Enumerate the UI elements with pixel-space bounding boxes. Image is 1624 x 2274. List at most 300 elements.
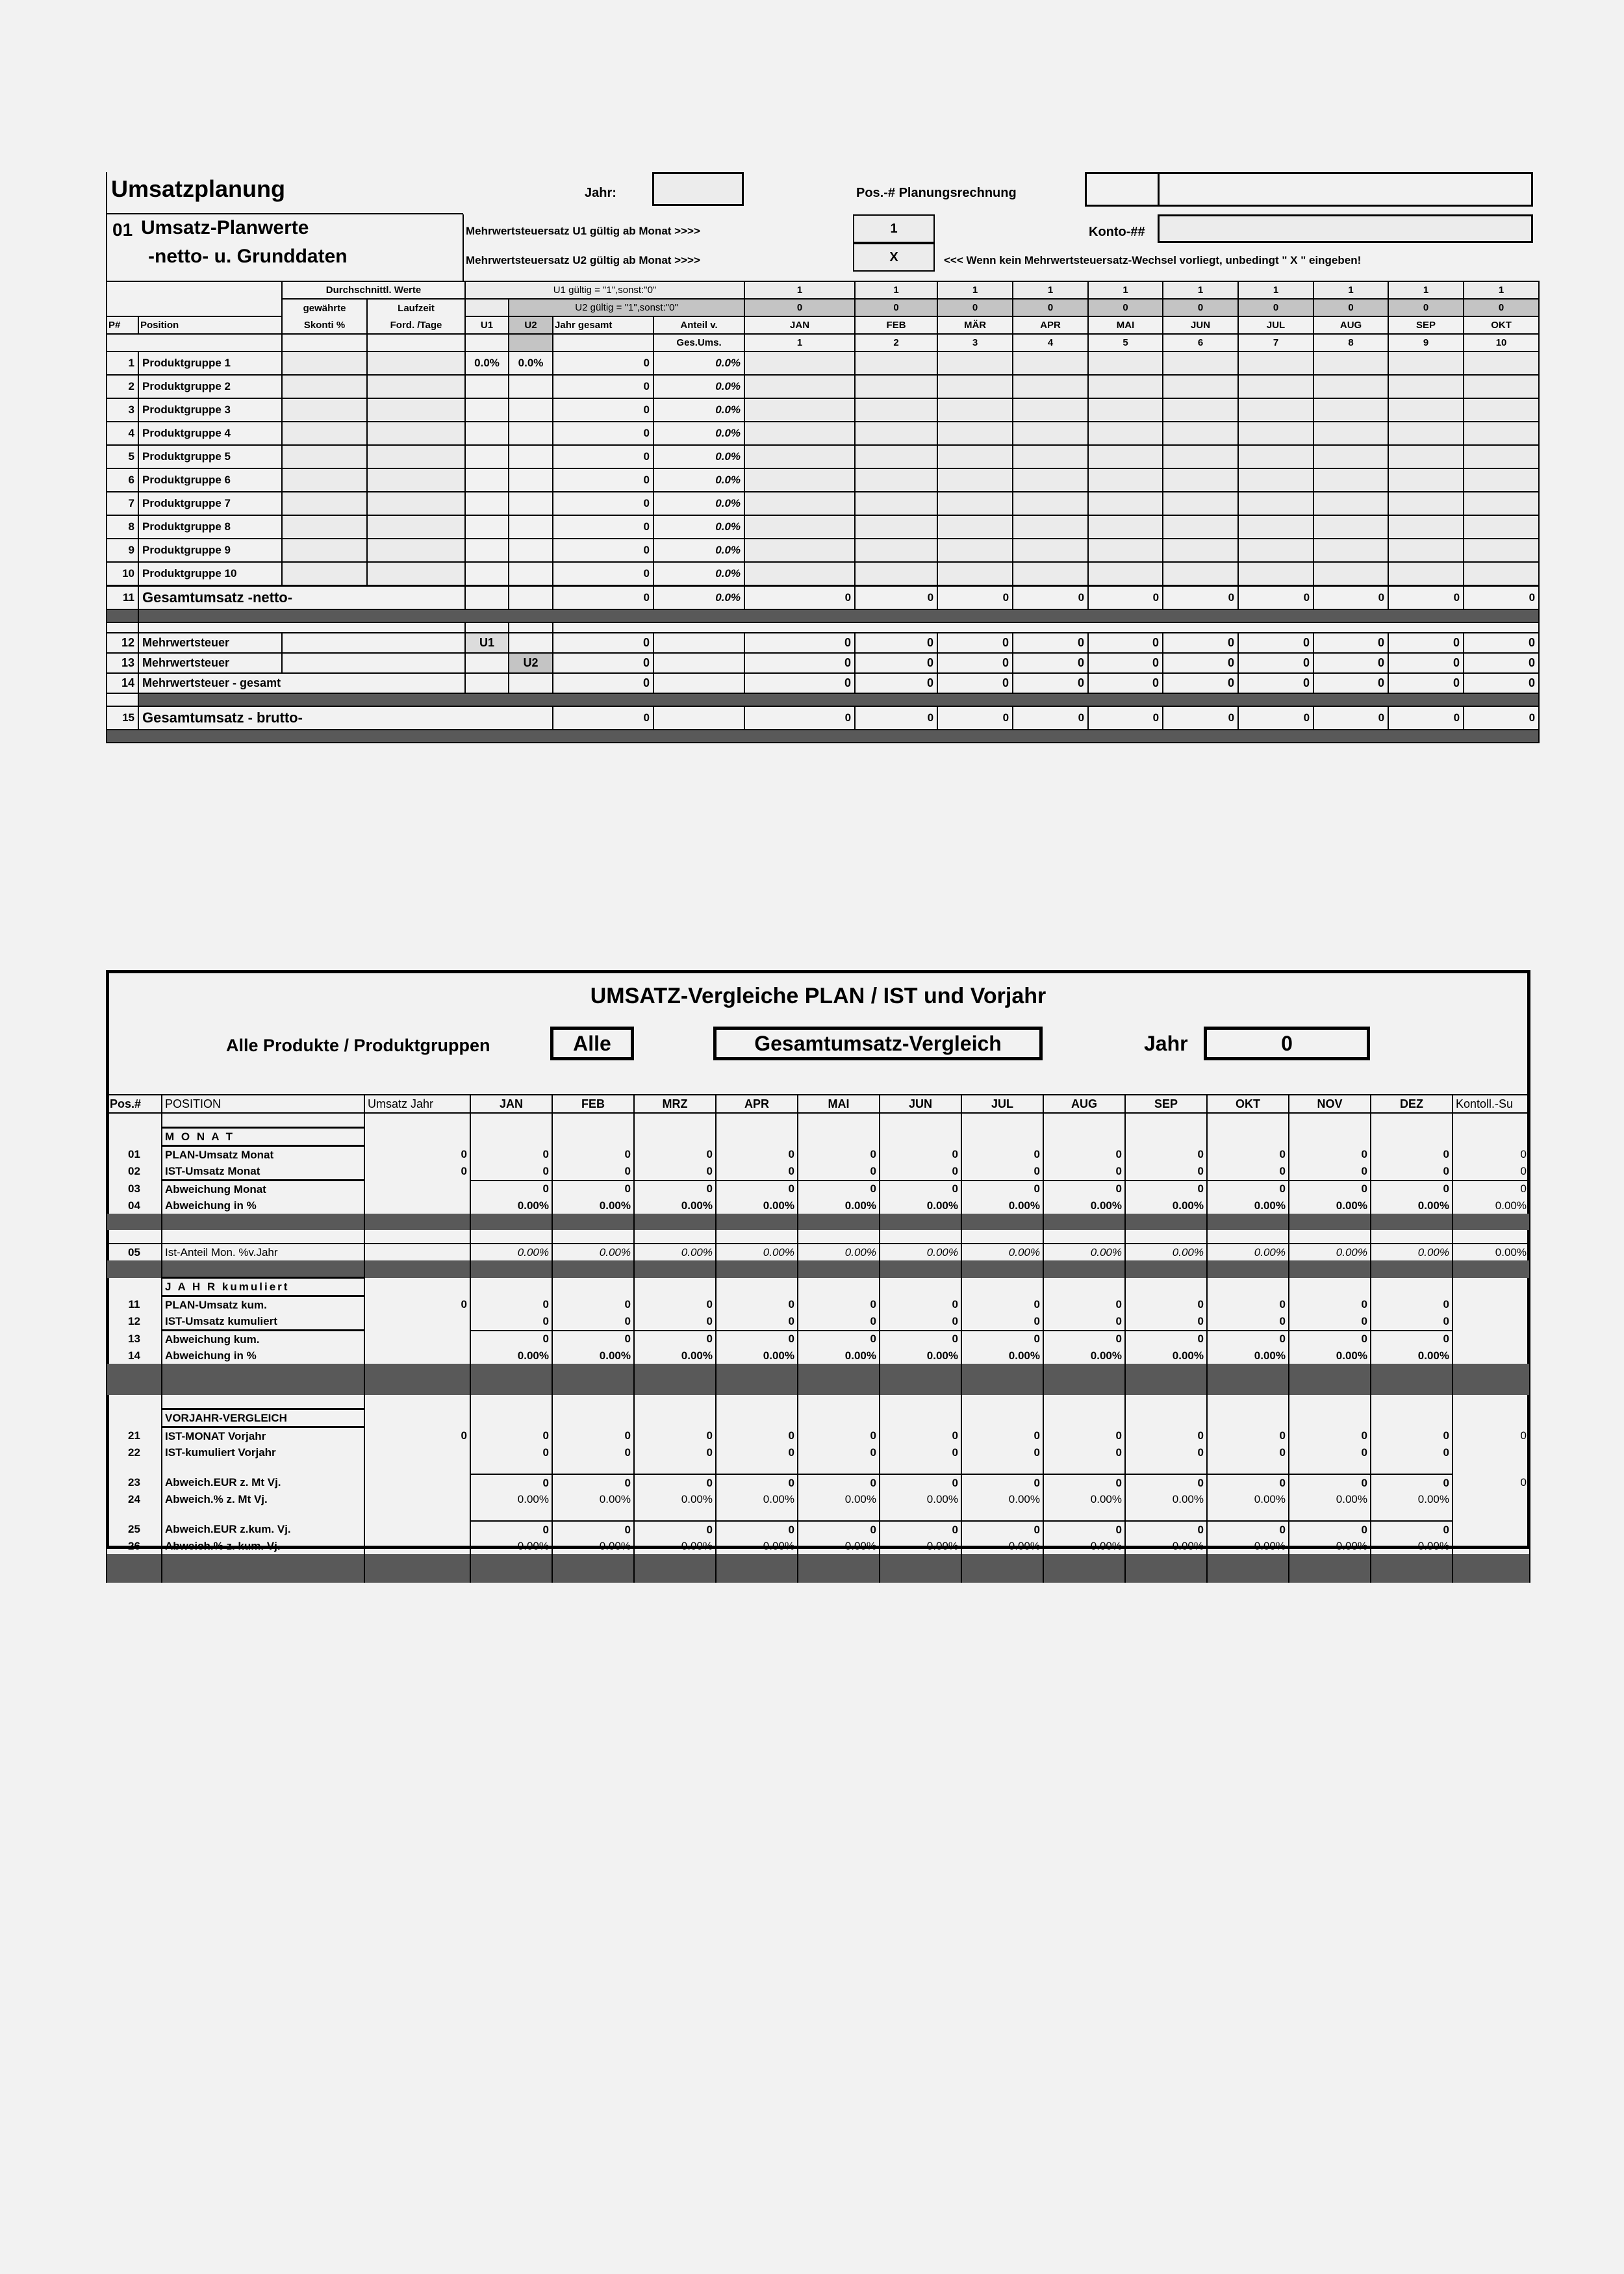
laufzeit-cell[interactable] bbox=[367, 562, 465, 586]
table-cell: 0 bbox=[634, 1313, 716, 1331]
month-header: OKT bbox=[1207, 1095, 1289, 1113]
divider-row bbox=[107, 730, 1539, 743]
table-cell: 0.00% bbox=[880, 1197, 961, 1214]
skonti-cell[interactable] bbox=[282, 375, 367, 398]
table-cell: 0 bbox=[1125, 1181, 1207, 1198]
table-cell: 0.00% bbox=[1207, 1197, 1289, 1214]
table-cell: 0 bbox=[634, 1427, 716, 1445]
table-cell: 0 bbox=[1043, 1331, 1125, 1348]
month-number: 3 bbox=[937, 334, 1013, 351]
table-cell: 0 bbox=[1043, 1146, 1125, 1164]
table-cell: 0 bbox=[1043, 1444, 1125, 1461]
header-row-4 bbox=[107, 334, 1539, 351]
table-cell: 12 bbox=[107, 1313, 162, 1331]
u2-gueltig-header: U2 gültig = "1",sonst:"0" bbox=[509, 299, 744, 316]
position-header: POSITION bbox=[162, 1095, 364, 1113]
jahr-gesamt: 0 bbox=[553, 586, 653, 610]
row-number: 1 bbox=[107, 351, 138, 375]
table-cell: 0 bbox=[1043, 1427, 1125, 1445]
product-name: Produktgruppe 9 bbox=[138, 539, 282, 562]
table-cell: 0 bbox=[716, 1427, 798, 1445]
sheet1-title: Umsatzplanung bbox=[111, 175, 286, 202]
table-cell: 0 bbox=[634, 1163, 716, 1181]
jahr-gesamt: 0 bbox=[553, 492, 653, 515]
table-cell: 0.00% bbox=[1289, 1538, 1371, 1554]
table-cell: 0 bbox=[552, 1163, 634, 1181]
table-cell: 0 bbox=[798, 1313, 880, 1331]
u2-rate[interactable] bbox=[509, 562, 553, 586]
month-value: 0 bbox=[1163, 706, 1238, 730]
table-cell: 0.00% bbox=[1043, 1197, 1125, 1214]
month-value: 0 bbox=[937, 653, 1013, 673]
pos-input[interactable] bbox=[1085, 172, 1160, 207]
table-cell: 0 bbox=[798, 1521, 880, 1538]
month-header: OKT bbox=[1464, 316, 1539, 334]
table-cell: 0 bbox=[880, 1331, 961, 1348]
u2-flag[interactable]: 0 bbox=[937, 299, 1013, 316]
month-header: FEB bbox=[855, 316, 937, 334]
table-cell: 0 bbox=[1453, 1474, 1530, 1491]
jahr-gesamt: 0 bbox=[553, 468, 653, 492]
month-number: 2 bbox=[855, 334, 937, 351]
table-cell: 0 bbox=[1043, 1313, 1125, 1331]
table-cell: 0 bbox=[1125, 1163, 1207, 1181]
table-cell: Abweichung in % bbox=[162, 1348, 364, 1364]
jahr-input[interactable] bbox=[652, 172, 744, 206]
month-header: NOV bbox=[1289, 1095, 1371, 1113]
month-value: 0 bbox=[937, 586, 1013, 610]
table-cell: 21 bbox=[107, 1427, 162, 1445]
table-row bbox=[107, 422, 1539, 445]
table-cell: 0.00% bbox=[1125, 1348, 1207, 1364]
skonti-cell[interactable] bbox=[282, 515, 367, 539]
table-cell: 0 bbox=[634, 1296, 716, 1314]
table-row bbox=[107, 562, 1539, 586]
row-number: 8 bbox=[107, 515, 138, 539]
table-cell: 0 bbox=[470, 1296, 552, 1314]
anteil: 0.0% bbox=[653, 351, 744, 375]
skonti-cell[interactable] bbox=[282, 539, 367, 562]
table-cell: 0 bbox=[1043, 1181, 1125, 1198]
mwst-u1-input[interactable]: 1 bbox=[853, 214, 935, 243]
u2-rate[interactable] bbox=[509, 375, 553, 398]
laufzeit-cell[interactable] bbox=[367, 468, 465, 492]
u2-rate[interactable] bbox=[509, 539, 553, 562]
pos-label: Pos.-# Planungsrechnung bbox=[856, 186, 1017, 200]
product-name: Produktgruppe 3 bbox=[138, 398, 282, 422]
table-cell: 0 bbox=[634, 1181, 716, 1198]
row-number: 3 bbox=[107, 398, 138, 422]
month-header: FEB bbox=[552, 1095, 634, 1113]
table-cell: 0.00% bbox=[961, 1538, 1043, 1554]
u2-flag[interactable]: 0 bbox=[1088, 299, 1163, 316]
total-netto-row bbox=[107, 586, 1539, 610]
u2-rate[interactable]: 0.0% bbox=[509, 351, 553, 375]
table-cell: 0 bbox=[470, 1521, 552, 1538]
u1-flag[interactable]: 1 bbox=[1464, 281, 1539, 299]
u1-rate[interactable] bbox=[465, 422, 509, 445]
month-header: JUN bbox=[880, 1095, 961, 1113]
table-cell: 0 bbox=[634, 1474, 716, 1491]
u1-rate[interactable] bbox=[465, 398, 509, 422]
u1-rate[interactable] bbox=[465, 539, 509, 562]
mwst-u2-input[interactable]: X bbox=[853, 243, 935, 272]
skonti-cell[interactable] bbox=[282, 562, 367, 586]
u1-flag[interactable]: 1 bbox=[1388, 281, 1464, 299]
table-row bbox=[107, 1521, 1530, 1538]
table-cell: 0 bbox=[552, 1146, 634, 1164]
month-value: 0 bbox=[1313, 633, 1388, 653]
table-cell: 04 bbox=[107, 1197, 162, 1214]
mwst-total-row bbox=[107, 673, 1539, 693]
month-value: 0 bbox=[1238, 586, 1313, 610]
row-number: 9 bbox=[107, 539, 138, 562]
table-cell: 0 bbox=[1207, 1427, 1289, 1445]
table-row bbox=[107, 468, 1539, 492]
month-value: 0 bbox=[1163, 633, 1238, 653]
u1-header: U1 bbox=[465, 316, 509, 334]
anteil: 0.0% bbox=[653, 468, 744, 492]
table-cell: 0.00% bbox=[961, 1491, 1043, 1507]
month-value: 0 bbox=[937, 673, 1013, 693]
u1-flag[interactable]: 1 bbox=[937, 281, 1013, 299]
table-cell: 0.00% bbox=[634, 1244, 716, 1260]
month-value: 0 bbox=[1013, 586, 1088, 610]
skonti-cell[interactable] bbox=[282, 422, 367, 445]
skonti-cell[interactable] bbox=[282, 468, 367, 492]
table-cell: 0.00% bbox=[634, 1197, 716, 1214]
table-cell: 0.00% bbox=[1207, 1348, 1289, 1364]
u2-flag[interactable]: 0 bbox=[1313, 299, 1388, 316]
divider-row bbox=[107, 609, 1539, 622]
jahr-gesamt: 0 bbox=[553, 673, 653, 693]
table-cell: 0 bbox=[552, 1427, 634, 1445]
table-cell: 0 bbox=[470, 1331, 552, 1348]
vergleich-select[interactable]: Gesamtumsatz-Vergleich bbox=[713, 1027, 1043, 1060]
table-row bbox=[107, 445, 1539, 468]
table-cell: 0 bbox=[1043, 1296, 1125, 1314]
sheet2-jahr-value[interactable]: 0 bbox=[1204, 1027, 1370, 1060]
table-cell: 0.00% bbox=[1453, 1197, 1530, 1214]
u2-header: U2 bbox=[509, 316, 553, 334]
table-cell: 0.00% bbox=[552, 1244, 634, 1260]
month-value: 0 bbox=[1088, 706, 1163, 730]
table-cell: IST-kumuliert Vorjahr bbox=[162, 1444, 364, 1461]
vorjahr-section-label: VORJAHR-VERGLEICH bbox=[162, 1409, 364, 1427]
month-value: 0 bbox=[1464, 653, 1539, 673]
skonti-cell[interactable] bbox=[282, 445, 367, 468]
table-row bbox=[107, 492, 1539, 515]
u1-rate[interactable] bbox=[465, 375, 509, 398]
table-cell: 0.00% bbox=[552, 1348, 634, 1364]
u2-flag[interactable]: 0 bbox=[1238, 299, 1313, 316]
month-value: 0 bbox=[855, 586, 937, 610]
table-cell: 0 bbox=[716, 1163, 798, 1181]
laufzeit-cell[interactable] bbox=[367, 492, 465, 515]
table-cell: 0 bbox=[880, 1296, 961, 1314]
u1-rate[interactable] bbox=[465, 562, 509, 586]
u2-rate[interactable] bbox=[509, 422, 553, 445]
table-cell: 0 bbox=[1453, 1427, 1530, 1445]
u1-flag[interactable]: 1 bbox=[1013, 281, 1088, 299]
table-cell: 0.00% bbox=[1371, 1538, 1453, 1554]
month-header: MAI bbox=[1088, 316, 1163, 334]
table-row bbox=[107, 1181, 1530, 1198]
produktgruppe-select[interactable]: Alle bbox=[550, 1027, 634, 1060]
header-row-1 bbox=[107, 281, 1539, 299]
skonti-cell[interactable] bbox=[282, 398, 367, 422]
table-cell: 0.00% bbox=[716, 1491, 798, 1507]
u2-rate[interactable] bbox=[509, 445, 553, 468]
jahr-gesamt: 0 bbox=[553, 445, 653, 468]
jahr-gesamt: 0 bbox=[553, 422, 653, 445]
u1-rate[interactable] bbox=[465, 445, 509, 468]
table-cell: 0.00% bbox=[716, 1348, 798, 1364]
table-cell: Abweich.EUR z. Mt Vj. bbox=[162, 1474, 364, 1491]
month-value: 0 bbox=[1088, 653, 1163, 673]
vorjahr-section-row bbox=[107, 1409, 1530, 1427]
table-cell: 0 bbox=[798, 1474, 880, 1491]
product-name: Produktgruppe 1 bbox=[138, 351, 282, 375]
mwst-label: Mehrwertsteuer bbox=[138, 653, 282, 673]
ford-header: Ford. /Tage bbox=[367, 316, 465, 334]
table-cell: 0.00% bbox=[634, 1348, 716, 1364]
u1-flag[interactable]: 1 bbox=[1313, 281, 1388, 299]
table-row bbox=[107, 351, 1539, 375]
laufzeit-cell[interactable] bbox=[367, 351, 465, 375]
umsatz-vergleich-table bbox=[106, 1094, 1530, 1583]
jahr-gesamt: 0 bbox=[553, 515, 653, 539]
table-cell: 0 bbox=[1453, 1146, 1530, 1164]
table-cell: 0.00% bbox=[961, 1197, 1043, 1214]
u1-rate[interactable] bbox=[465, 492, 509, 515]
position-header: Position bbox=[138, 316, 282, 334]
table-cell: 0 bbox=[1207, 1296, 1289, 1314]
month-value: 0 bbox=[1388, 706, 1464, 730]
table-row bbox=[107, 1296, 1530, 1314]
table-cell: 05 bbox=[107, 1244, 162, 1260]
divider-row bbox=[107, 693, 1539, 706]
month-value: 0 bbox=[855, 633, 937, 653]
table-cell: 03 bbox=[107, 1181, 162, 1198]
table-cell: Abweichung kum. bbox=[162, 1331, 364, 1348]
table-cell: 0 bbox=[880, 1444, 961, 1461]
table-row bbox=[107, 1197, 1530, 1214]
divider-row bbox=[107, 1260, 1530, 1278]
u1-rate[interactable] bbox=[465, 468, 509, 492]
jahr-section-row bbox=[107, 1278, 1530, 1296]
table-cell: 0.00% bbox=[1289, 1244, 1371, 1260]
table-cell: 0 bbox=[1453, 1163, 1530, 1181]
anteil: 0.0% bbox=[653, 562, 744, 586]
jahr-gesamt: 0 bbox=[553, 653, 653, 673]
u1-flag[interactable]: 1 bbox=[744, 281, 855, 299]
anteil: 0.0% bbox=[653, 515, 744, 539]
table-cell: 0 bbox=[1207, 1521, 1289, 1538]
table-cell: 0 bbox=[1043, 1521, 1125, 1538]
laufzeit-cell[interactable] bbox=[367, 445, 465, 468]
u1-flag[interactable]: 1 bbox=[855, 281, 937, 299]
anteil-header: Anteil v. bbox=[653, 316, 744, 334]
table-cell: 0.00% bbox=[880, 1244, 961, 1260]
table-cell: 0 bbox=[1125, 1146, 1207, 1164]
alle-produkte-label: Alle Produkte / Produktgruppen bbox=[226, 1036, 490, 1055]
u2-rate[interactable] bbox=[509, 398, 553, 422]
laufzeit-cell[interactable] bbox=[367, 398, 465, 422]
table-cell: 0 bbox=[880, 1521, 961, 1538]
u1-rate[interactable]: 0.0% bbox=[465, 351, 509, 375]
u2-flag[interactable]: 0 bbox=[1464, 299, 1539, 316]
u2-flag[interactable]: 0 bbox=[855, 299, 937, 316]
table-cell: 0 bbox=[1043, 1474, 1125, 1491]
month-header: SEP bbox=[1388, 316, 1464, 334]
row-number: 12 bbox=[107, 633, 138, 653]
table-cell: 0 bbox=[364, 1296, 470, 1314]
skonti-cell[interactable] bbox=[282, 492, 367, 515]
table-cell: 0 bbox=[1371, 1146, 1453, 1164]
table-cell: Abweich.EUR z.kum. Vj. bbox=[162, 1521, 364, 1538]
laufzeit-cell[interactable] bbox=[367, 422, 465, 445]
table-cell: Abweich.% z. kum. Vj. bbox=[162, 1538, 364, 1554]
table-cell: 0 bbox=[798, 1444, 880, 1461]
month-value: 0 bbox=[1163, 586, 1238, 610]
skonti-cell[interactable] bbox=[282, 351, 367, 375]
table-row bbox=[107, 375, 1539, 398]
table-cell: 14 bbox=[107, 1348, 162, 1364]
laufzeit-cell[interactable] bbox=[367, 539, 465, 562]
table-cell: 0 bbox=[634, 1521, 716, 1538]
table-cell: 0.00% bbox=[880, 1348, 961, 1364]
u1-flag[interactable]: 1 bbox=[1238, 281, 1313, 299]
table-cell: 0 bbox=[470, 1427, 552, 1445]
mwst-total-label: Mehrwertsteuer - gesamt bbox=[138, 673, 465, 693]
table-cell: 0.00% bbox=[1207, 1538, 1289, 1554]
row-number: 11 bbox=[107, 586, 138, 610]
u2-flag[interactable]: 0 bbox=[1388, 299, 1464, 316]
jahr-gesamt: 0 bbox=[553, 375, 653, 398]
u2-flag[interactable]: 0 bbox=[1163, 299, 1238, 316]
table-row bbox=[107, 1427, 1530, 1445]
table-cell: 0 bbox=[716, 1331, 798, 1348]
divider-row bbox=[107, 1214, 1530, 1230]
table-cell: 0 bbox=[1125, 1313, 1207, 1331]
pos-name-input[interactable] bbox=[1158, 172, 1533, 207]
month-value: 0 bbox=[1088, 586, 1163, 610]
table-cell: 0 bbox=[364, 1427, 470, 1445]
month-value: 0 bbox=[744, 653, 855, 673]
table-cell: 0 bbox=[961, 1296, 1043, 1314]
u2-flag[interactable]: 0 bbox=[744, 299, 855, 316]
month-value: 0 bbox=[1013, 706, 1088, 730]
table-cell: 0 bbox=[1125, 1427, 1207, 1445]
month-value: 0 bbox=[1013, 633, 1088, 653]
month-header: APR bbox=[1013, 316, 1088, 334]
table-cell: 0.00% bbox=[1043, 1491, 1125, 1507]
table-cell: 0.00% bbox=[1371, 1244, 1453, 1260]
table-cell: 0 bbox=[552, 1521, 634, 1538]
laufzeit-cell[interactable] bbox=[367, 515, 465, 539]
header-row-2 bbox=[107, 299, 1539, 316]
u2-flag[interactable]: 0 bbox=[1013, 299, 1088, 316]
table-row bbox=[107, 515, 1539, 539]
u2-rate[interactable] bbox=[509, 515, 553, 539]
table-row bbox=[107, 1444, 1530, 1461]
product-name: Produktgruppe 10 bbox=[138, 562, 282, 586]
konto-input[interactable] bbox=[1158, 214, 1533, 243]
anteil: 0.0% bbox=[653, 539, 744, 562]
table-cell: Abweich.% z. Mt Vj. bbox=[162, 1491, 364, 1507]
table-cell: 0 bbox=[880, 1427, 961, 1445]
table-cell: 0 bbox=[1289, 1331, 1371, 1348]
month-number: 10 bbox=[1464, 334, 1539, 351]
table-cell: 0.00% bbox=[798, 1244, 880, 1260]
mwst-u2-row bbox=[107, 653, 1539, 673]
table-cell: 0 bbox=[880, 1146, 961, 1164]
table-row bbox=[107, 1146, 1530, 1164]
product-name: Produktgruppe 6 bbox=[138, 468, 282, 492]
table-cell: 0 bbox=[1207, 1146, 1289, 1164]
table-cell: 0 bbox=[1453, 1181, 1530, 1198]
month-number: 6 bbox=[1163, 334, 1238, 351]
month-value: 0 bbox=[1238, 673, 1313, 693]
table-cell: 11 bbox=[107, 1296, 162, 1314]
month-value: 0 bbox=[1464, 633, 1539, 653]
table-cell: 0 bbox=[716, 1313, 798, 1331]
u1-gueltig-header: U1 gültig = "1",sonst:"0" bbox=[465, 281, 744, 299]
month-value: 0 bbox=[1088, 673, 1163, 693]
table-row bbox=[107, 1474, 1530, 1491]
anteil-header-2: Ges.Ums. bbox=[653, 334, 744, 351]
monat-section-row bbox=[107, 1128, 1530, 1146]
table-cell: 0 bbox=[798, 1427, 880, 1445]
table-cell: 0.00% bbox=[1043, 1244, 1125, 1260]
month-value: 0 bbox=[855, 653, 937, 673]
table-cell: 0 bbox=[961, 1427, 1043, 1445]
table-cell: 0 bbox=[1289, 1146, 1371, 1164]
month-value: 0 bbox=[1313, 706, 1388, 730]
table-cell: 0.00% bbox=[1043, 1348, 1125, 1364]
table-cell: 0 bbox=[880, 1163, 961, 1181]
month-header: JUN bbox=[1163, 316, 1238, 334]
table-cell: 0.00% bbox=[470, 1348, 552, 1364]
month-value: 0 bbox=[937, 633, 1013, 653]
table-cell: 0 bbox=[961, 1163, 1043, 1181]
u1-flag[interactable]: 1 bbox=[1088, 281, 1163, 299]
table-cell: IST-Umsatz kumuliert bbox=[162, 1313, 364, 1331]
table-cell: 0 bbox=[961, 1313, 1043, 1331]
u2-rate[interactable] bbox=[509, 492, 553, 515]
table-cell: 0.00% bbox=[798, 1538, 880, 1554]
table-cell: 0 bbox=[880, 1474, 961, 1491]
u2-rate[interactable] bbox=[509, 468, 553, 492]
table-cell: 0.00% bbox=[470, 1491, 552, 1507]
month-value: 0 bbox=[1163, 673, 1238, 693]
subtitle-line2: -netto- u. Grunddaten bbox=[148, 246, 348, 267]
u1-rate[interactable] bbox=[465, 515, 509, 539]
laufzeit-cell[interactable] bbox=[367, 375, 465, 398]
table-cell: 0 bbox=[470, 1474, 552, 1491]
table-cell: 0 bbox=[961, 1146, 1043, 1164]
row-number: 15 bbox=[107, 706, 138, 730]
month-value: 0 bbox=[1388, 653, 1464, 673]
table-cell: 0.00% bbox=[880, 1538, 961, 1554]
monat-section-label: M O N A T bbox=[162, 1128, 364, 1146]
table-cell: 0.00% bbox=[961, 1244, 1043, 1260]
mwst-u1-row bbox=[107, 633, 1539, 653]
u1-flag[interactable]: 1 bbox=[1163, 281, 1238, 299]
table-row bbox=[107, 1313, 1530, 1331]
product-name: Produktgruppe 2 bbox=[138, 375, 282, 398]
